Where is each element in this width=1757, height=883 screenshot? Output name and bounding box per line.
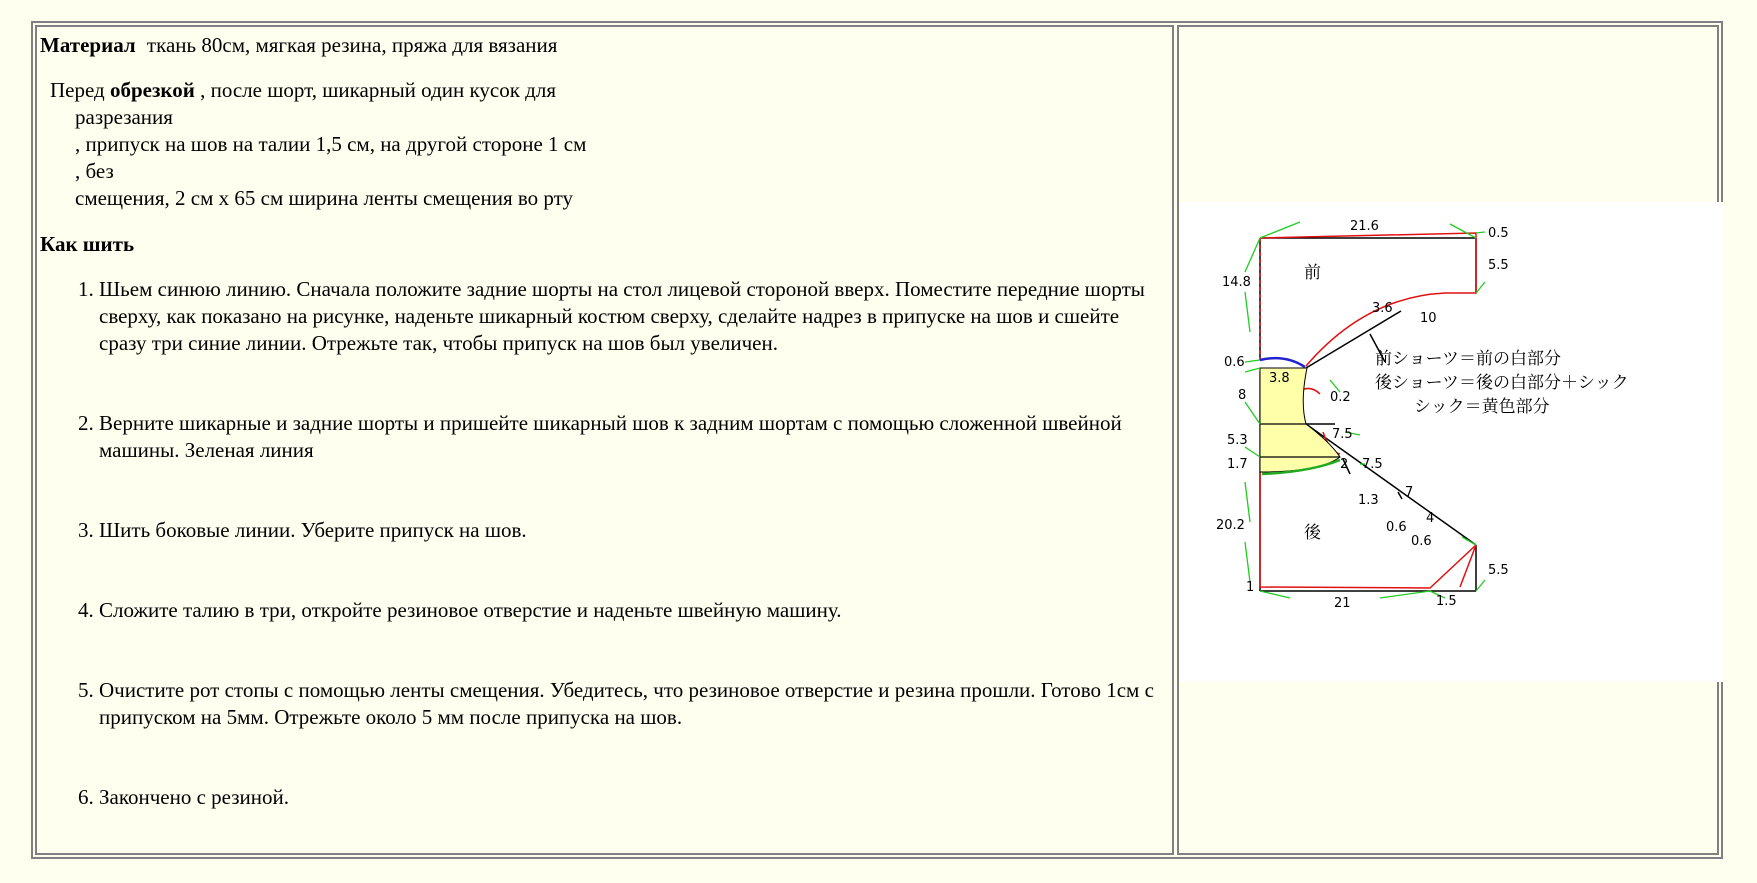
legend-line-3: シック＝黄色部分 (1414, 397, 1550, 417)
step-item: 2. Верните шикарные и задние шорты и пришейте шикарный шов к задним шортам с помощью сложенной швейной машины. Зеленая линия (99, 410, 1169, 464)
how-to-sew-heading: Как шить (40, 232, 135, 256)
material-line (40, 32, 1169, 59)
svg-text:21.6: 21.6 (1350, 219, 1379, 234)
svg-text:3.6: 3.6 (1372, 301, 1393, 316)
step-item: 5. Очистите рот стопы с помощью ленты смещения. Убедитесь, что резиновое отверстие и резина прошли. Готово 1см с припуском на 5мм. Отрежьте около 5 мм после припуска на шов. (99, 677, 1169, 731)
svg-text:10: 10 (1420, 311, 1437, 326)
prep-line-3: , припуск на шов на талии 1,5 см, на другой стороне 1 см (75, 132, 587, 156)
prep-line-4: , без (75, 159, 114, 183)
svg-text:0.2: 0.2 (1330, 390, 1351, 405)
front-label: 前 (1304, 263, 1321, 283)
pattern-svg (1180, 202, 1723, 682)
material-text: ткань 80см, мягкая резина, пряжа для вязания (146, 33, 558, 57)
prep-line-2: разрезания (75, 105, 173, 129)
preparation-block (40, 77, 1169, 212)
prep-prefix: Перед (50, 78, 110, 102)
pattern-diagram (1180, 202, 1723, 682)
step-item: 1. Шьем синюю линию. Сначала положите задние шорты на стол лицевой стороной вверх. Поместите передние шорты сверху, как показано на рисунке, наденьте шикарный костюм сверху, сделайте надрез в припуске на шов и сшейте сразу три синие линии. Отрежьте так, чтобы припуск на шов был увеличен. (99, 276, 1169, 357)
svg-text:2: 2 (1340, 457, 1349, 472)
steps-list (40, 276, 1169, 811)
material-label: Материал (40, 33, 136, 57)
svg-text:8: 8 (1238, 388, 1247, 403)
svg-text:1: 1 (1246, 580, 1255, 595)
prep-bold: обрезкой (109, 78, 195, 102)
svg-text:0.6: 0.6 (1386, 520, 1407, 535)
prep-rest: , после шорт, шикарный один кусок для (194, 78, 556, 102)
instructions-cell (35, 25, 1174, 855)
legend-line-1: 前ショーツ＝前の白部分 (1375, 349, 1561, 369)
step-item: 4. Сложите талию в три, откройте резиновое отверстие и наденьте швейную машину. (99, 597, 1169, 624)
content-table (31, 21, 1723, 859)
svg-text:7.5: 7.5 (1362, 457, 1383, 472)
svg-text:20.2: 20.2 (1216, 518, 1245, 533)
back-label: 後 (1304, 523, 1321, 543)
diagram-cell (1177, 25, 1719, 855)
blue-seam (1260, 358, 1305, 367)
svg-text:21: 21 (1334, 596, 1351, 611)
step-item: 3. Шить боковые линии. Уберите припуск на шов. (99, 517, 1169, 544)
svg-text:3.8: 3.8 (1269, 371, 1290, 386)
svg-text:0.5: 0.5 (1488, 226, 1509, 241)
svg-text:1.3: 1.3 (1358, 493, 1379, 508)
svg-text:7: 7 (1405, 485, 1414, 500)
svg-text:5.3: 5.3 (1227, 433, 1248, 448)
svg-text:14.8: 14.8 (1222, 275, 1251, 290)
svg-text:0.6: 0.6 (1411, 534, 1432, 549)
svg-text:1.7: 1.7 (1227, 457, 1248, 472)
svg-text:7.5: 7.5 (1332, 427, 1353, 442)
prep-line-1 (40, 77, 1169, 104)
svg-text:5.5: 5.5 (1488, 563, 1509, 578)
svg-text:5.5: 5.5 (1488, 258, 1509, 273)
prep-line-5: смещения, 2 см x 65 см ширина ленты смещения во рту (75, 186, 574, 210)
svg-text:0.6: 0.6 (1224, 355, 1245, 370)
svg-text:1.5: 1.5 (1436, 594, 1457, 609)
legend (1375, 349, 1629, 417)
legend-line-2: 後ショーツ＝後の白部分＋シック (1375, 373, 1629, 393)
step-item: 6. Закончено с резиной. (99, 784, 1169, 811)
svg-text:4: 4 (1426, 511, 1435, 526)
